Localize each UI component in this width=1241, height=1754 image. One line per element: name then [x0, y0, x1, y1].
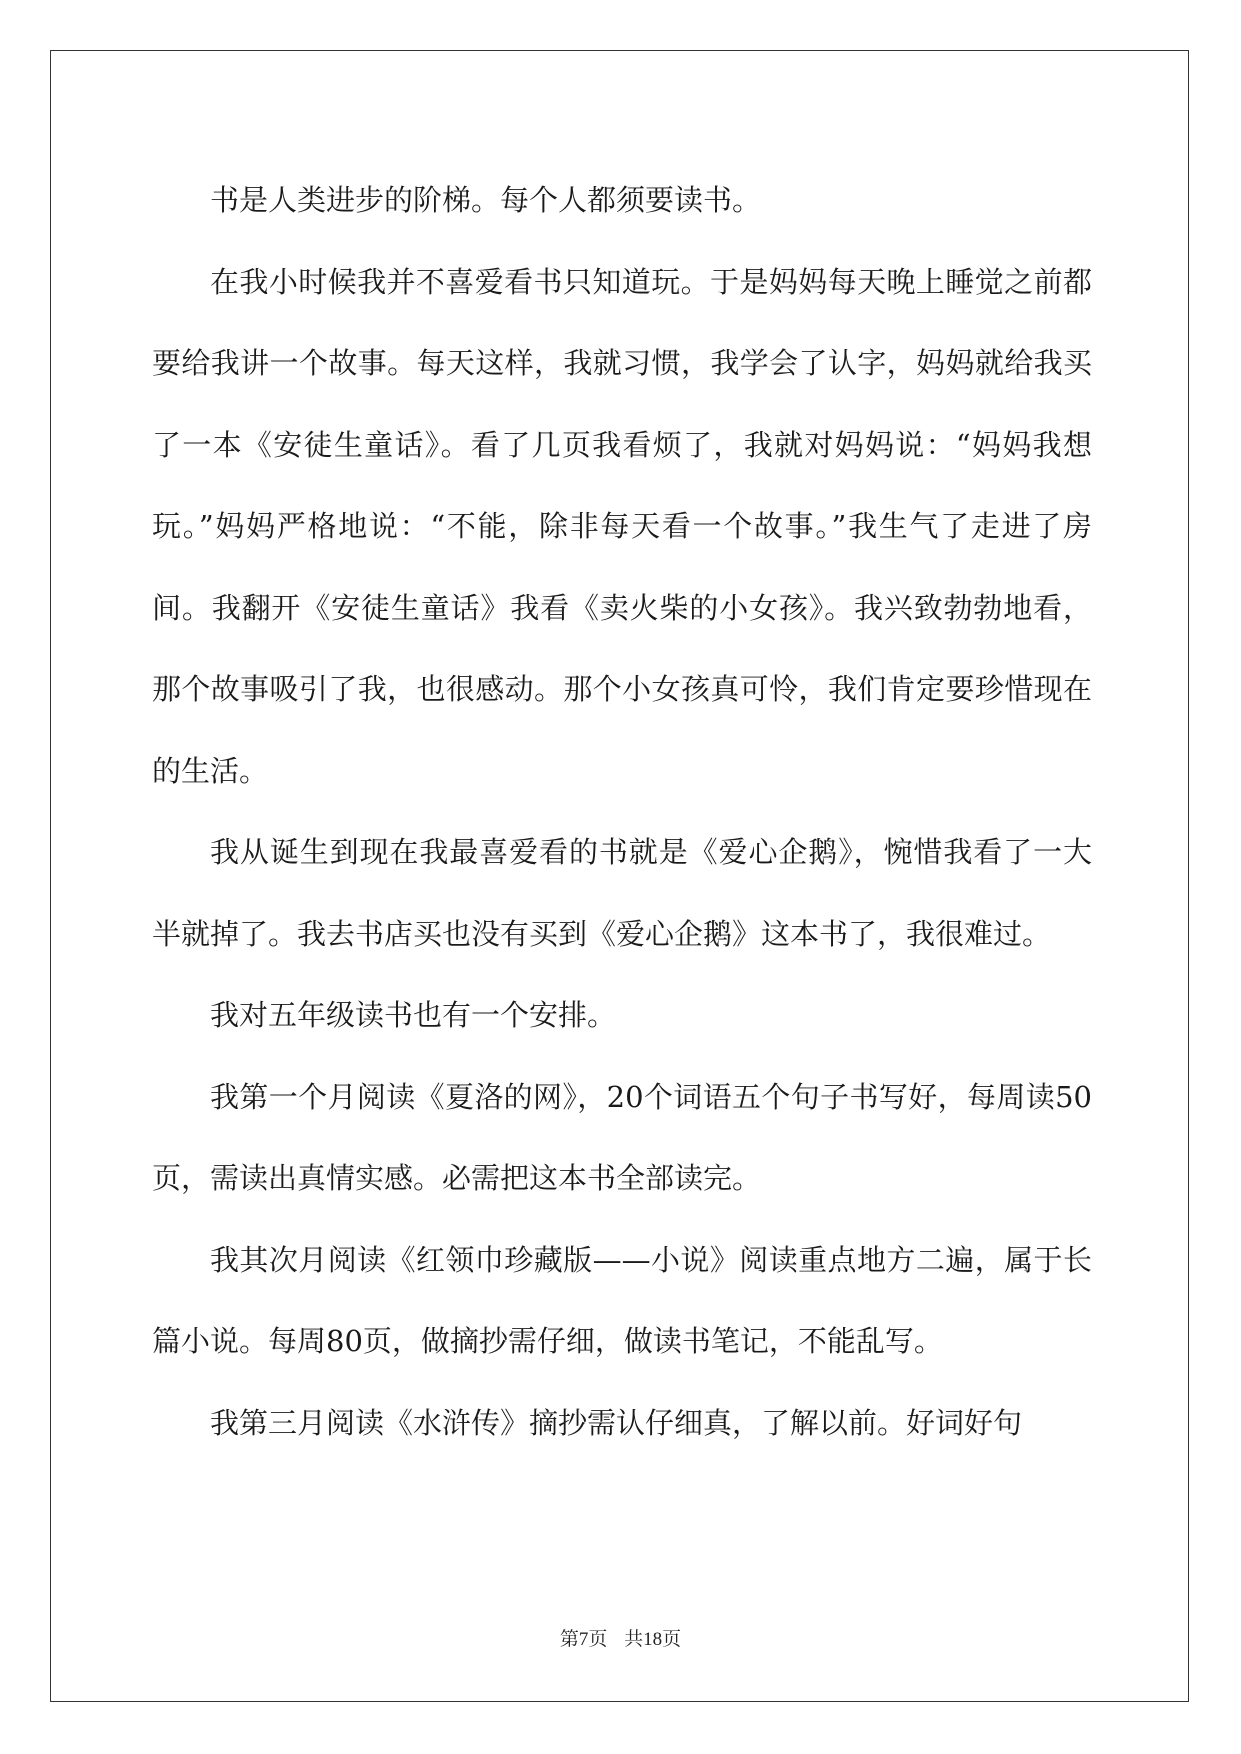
paragraph: 我从诞生到现在我最喜爱看的书就是《爱心企鹅》，惋惜我看了一大半就掉了。我去书店买也没有买到《爱心企鹅》这本书了，我很难过。 [152, 835, 1092, 951]
paragraph: 在我小时候我并不喜爱看书只知道玩。于是妈妈每天晚上睡觉之前都要给我讲一个故事。每天这样，我就习惯，我学会了认字，妈妈就给我买了一本《安徒生童话》。看了几页我看烦了，我就对妈妈说：“妈妈我想玩。”妈妈严格地说：“不能，除非每天看一个故事。”我生气了走进了房间。我翻开《安徒生童话》我看《卖火柴的小女孩》。我兴致勃勃地看，那个故事吸引了我，也很感动。那个小女孩真可怜，我们肯定要珍惜现在的生活。 [152, 264, 1092, 788]
document-body [152, 160, 1092, 1464]
paragraph: 书是人类进步的阶梯。每个人都须要读书。 [210, 183, 762, 217]
paragraph: 我对五年级读书也有一个安排。 [210, 998, 617, 1032]
page-footer [0, 1624, 1241, 1651]
paragraph: 我第三月阅读《水浒传》摘抄需认仔细真，了解以前。好词好句 [210, 1405, 1023, 1440]
page-number: 第7页 [559, 1629, 608, 1650]
page-total: 共18页 [624, 1629, 682, 1650]
paragraph: 我第一个月阅读《夏洛的网》，20个词语五个句子书写好，每周读50页，需读出真情实感。必需把这本书全部读完。 [152, 1079, 1092, 1195]
paragraph: 我其次月阅读《红领巾珍藏版——小说》阅读重点地方二遍，属于长篇小说。每周80页，做摘抄需仔细，做读书笔记，不能乱写。 [152, 1242, 1092, 1358]
